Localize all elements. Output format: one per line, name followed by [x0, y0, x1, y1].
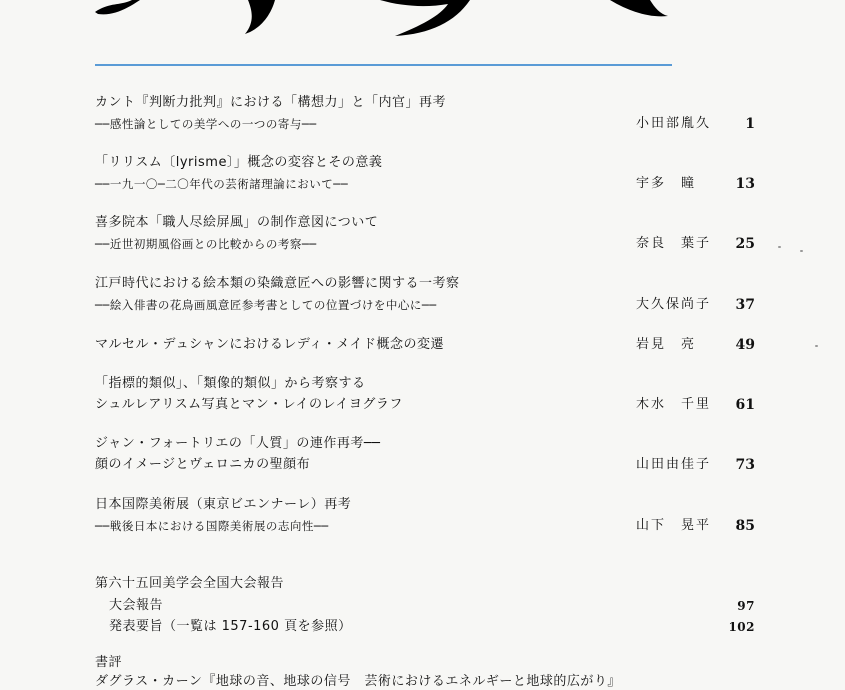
article-author: 小田部胤久 [636, 116, 712, 131]
review-heading: 書評 [95, 655, 123, 670]
paper-speck [778, 246, 781, 248]
article-title: 江戸時代における絵本類の染織意匠への影響に関する一考察 [95, 276, 460, 291]
article-subtitle: ──感性論としての美学への一つの寄与── [95, 117, 317, 131]
page-number: 97 [737, 599, 755, 613]
article-author: 岩見 亮 [636, 337, 697, 352]
report-item[interactable] [95, 598, 755, 619]
toc-entry[interactable] [95, 95, 755, 139]
header-divider [95, 64, 672, 66]
toc-entry[interactable] [95, 337, 755, 381]
page-number: 1 [745, 116, 755, 132]
page-number: 85 [735, 518, 755, 534]
toc-entry[interactable] [95, 155, 755, 199]
page-number: 25 [735, 236, 755, 252]
toc-entry[interactable] [95, 376, 755, 420]
report-item-label: 発表要旨（一覧は 157-160 頁を参照） [109, 619, 352, 634]
toc-entry[interactable] [95, 215, 755, 259]
article-author: 奈良 葉子 [636, 236, 712, 251]
article-subtitle: ──近世初期風俗画との比較からの考察── [95, 237, 317, 251]
article-title: 喜多院本「職人尽絵屏風」の制作意図について [95, 215, 379, 230]
article-title: 「リリスム〔lyrisme〕」概念の変容とその意義 [95, 155, 383, 170]
conference-report-section [95, 576, 755, 640]
page-number: 61 [735, 397, 755, 413]
toc-entry[interactable] [95, 436, 755, 480]
report-item[interactable] [95, 619, 755, 640]
page-number: 102 [728, 620, 755, 634]
article-title: 「指標的類似」、「類像的類似」から考察する [95, 376, 366, 391]
toc-entry[interactable] [95, 276, 755, 320]
article-title: ジャン・フォートリエの「人質」の連作再考── [95, 436, 381, 451]
article-subtitle: ──絵入俳書の花鳥画風意匠参考書としての位置づけを中心に── [95, 298, 437, 312]
article-subtitle: シュルレアリスム写真とマン・レイのレイヨグラフ [95, 397, 403, 412]
page-number: 13 [735, 176, 755, 192]
report-item-label: 大会報告 [109, 598, 164, 613]
article-title: 日本国際美術展（東京ビエンナーレ）再考 [95, 497, 352, 512]
journal-title-calligraphy [0, 0, 845, 60]
article-author: 宇多 瞳 [636, 176, 697, 191]
paper-speck [800, 250, 803, 252]
page-number: 37 [735, 297, 755, 313]
paper-speck [815, 345, 818, 347]
review-entry-partial[interactable]: ダグラス・カーン『地球の音、地球の信号 芸術におけるエネルギーと地球的広がり』 [95, 674, 621, 689]
article-title: カント『判断力批判』における「構想力」と「内官」再考 [95, 95, 447, 110]
article-subtitle: ──一九一〇─二〇年代の芸術諸理論において── [95, 177, 349, 191]
article-subtitle: 顔のイメージとヴェロニカの聖顔布 [95, 457, 311, 472]
page-number: 49 [735, 337, 755, 353]
page-number: 73 [735, 457, 755, 473]
report-heading: 第六十五回美学会全国大会報告 [95, 576, 285, 591]
article-author: 大久保尚子 [636, 297, 712, 312]
article-author: 木水 千里 [636, 397, 712, 412]
article-author: 山田由佳子 [636, 457, 712, 472]
toc-entry[interactable] [95, 497, 755, 541]
article-subtitle: ──戦後日本における国際美術展の志向性── [95, 519, 329, 533]
article-title: マルセル・デュシャンにおけるレディ・メイド概念の変遷 [95, 337, 445, 352]
article-author: 山下 晃平 [636, 518, 712, 533]
